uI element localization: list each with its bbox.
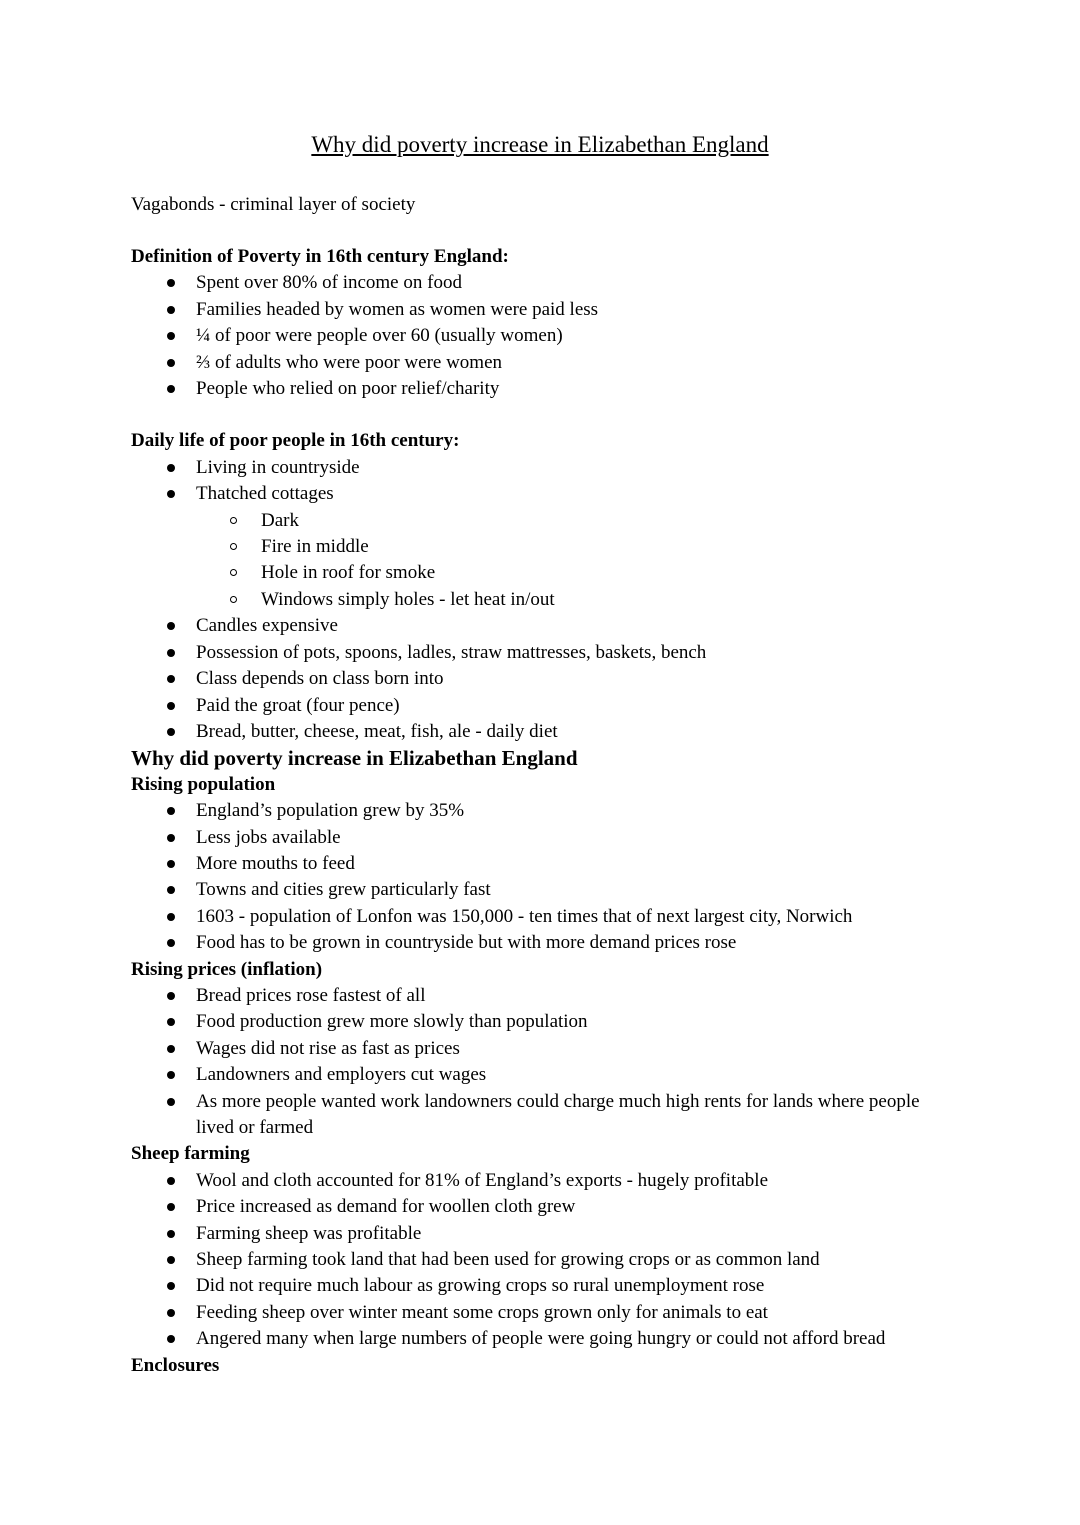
enclosures-heading: Enclosures (131, 1354, 220, 1376)
daily-life-heading: Daily life of poor people in 16th century: (131, 430, 460, 452)
bullet-icon (167, 1282, 175, 1290)
list-item: Feeding sheep over winter meant some crops grown only for animals to eat (131, 1300, 931, 1326)
hollow-bullet-icon (230, 569, 237, 576)
list-item: Less jobs available (131, 825, 931, 851)
bullet-icon (167, 1071, 175, 1079)
list-item: Bread, butter, cheese, meat, fish, ale - daily diet (131, 719, 931, 745)
sub-list-item: Hole in roof for smoke (131, 560, 931, 586)
list-item: Living in countryside (131, 455, 931, 481)
notes-body (131, 244, 931, 1379)
bullet-icon (167, 359, 175, 367)
bullet-icon (167, 939, 175, 947)
list-item: Sheep farming took land that had been used for growing crops or as common land (131, 1247, 931, 1273)
hollow-bullet-icon (230, 543, 237, 550)
daily-life-list (131, 455, 931, 508)
bullet-icon (167, 702, 175, 710)
list-item: ¼ of poor were people over 60 (usually women) (131, 323, 931, 349)
sub-list-item: Dark (131, 508, 931, 534)
list-item: Landowners and employers cut wages (131, 1062, 931, 1088)
list-item: Farming sheep was profitable (131, 1221, 931, 1247)
list-item: Class depends on class born into (131, 666, 931, 692)
definition-heading: Definition of Poverty in 16th century England: (131, 246, 509, 267)
intro-line: Vagabonds - criminal layer of society (131, 194, 416, 215)
list-item: 1603 - population of Lonfon was 150,000 - ten times that of next largest city, Norwich (131, 904, 931, 930)
list-item: England’s population grew by 35% (131, 798, 931, 824)
bullet-icon (167, 1018, 175, 1026)
bullet-icon (167, 1203, 175, 1211)
list-item: People who relied on poor relief/charity (131, 376, 931, 402)
list-item: More mouths to feed (131, 851, 931, 877)
bullet-icon (167, 860, 175, 868)
bullet-icon (167, 490, 175, 498)
hollow-bullet-icon (230, 596, 237, 603)
sub-list-item: Windows simply holes - let heat in/out (131, 587, 931, 613)
list-item: Possession of pots, spoons, ladles, straw mattresses, baskets, bench (131, 640, 931, 666)
bullet-icon (167, 1309, 175, 1317)
daily-life-list-continued (131, 613, 931, 745)
list-item: Spent over 80% of income on food (131, 270, 931, 296)
bullet-icon (167, 385, 175, 393)
bullet-icon (167, 464, 175, 472)
bullet-icon (167, 913, 175, 921)
bullet-icon (167, 1230, 175, 1238)
list-item: Thatched cottages (131, 481, 931, 507)
bullet-icon (167, 886, 175, 894)
bullet-icon (167, 622, 175, 630)
bullet-icon (167, 1256, 175, 1264)
bullet-icon (167, 649, 175, 657)
list-item: Paid the groat (four pence) (131, 693, 931, 719)
list-item: Wool and cloth accounted for 81% of England’s exports - hugely profitable (131, 1168, 931, 1194)
definition-list (131, 270, 931, 402)
list-item: Angered many when large numbers of people were going hungry or could not afford bread (131, 1326, 931, 1352)
bullet-icon (167, 332, 175, 340)
page-title: Why did poverty increase in Elizabethan England (311, 132, 769, 157)
bullet-icon (167, 807, 175, 815)
rising-prices-list (131, 983, 931, 1141)
rising-population-list (131, 798, 931, 956)
hollow-bullet-icon (230, 517, 237, 524)
rising-population-heading: Rising population (131, 773, 276, 795)
bullet-icon (167, 1177, 175, 1185)
list-item: Bread prices rose fastest of all (131, 983, 931, 1009)
list-item: As more people wanted work landowners could charge much high rents for lands where people lived or farmed (131, 1089, 931, 1142)
spacer (131, 402, 931, 428)
cottage-sublist (131, 508, 931, 614)
list-item: Price increased as demand for woollen cloth grew (131, 1194, 931, 1220)
bullet-icon (167, 992, 175, 1000)
rising-prices-heading: Rising prices (inflation) (131, 958, 323, 980)
list-item: Wages did not rise as fast as prices (131, 1036, 931, 1062)
bullet-icon (167, 279, 175, 287)
bullet-icon (167, 675, 175, 683)
bullet-icon (167, 1335, 175, 1343)
list-item: Towns and cities grew particularly fast (131, 877, 931, 903)
bullet-icon (167, 728, 175, 736)
sheep-farming-heading: Sheep farming (131, 1143, 250, 1165)
list-item: Families headed by women as women were paid less (131, 297, 931, 323)
bullet-icon (167, 834, 175, 842)
list-item: ⅔ of adults who were poor were women (131, 350, 931, 376)
list-item: Food has to be grown in countryside but with more demand prices rose (131, 930, 931, 956)
bullet-icon (167, 306, 175, 314)
list-item: Did not require much labour as growing crops so rural unemployment rose (131, 1273, 931, 1299)
list-item: Food production grew more slowly than population (131, 1009, 931, 1035)
list-item: Candles expensive (131, 613, 931, 639)
bullet-icon (167, 1098, 175, 1106)
sheep-farming-list (131, 1168, 931, 1353)
bullet-icon (167, 1045, 175, 1053)
sub-list-item: Fire in middle (131, 534, 931, 560)
section-heading: Why did poverty increase in Elizabethan England (131, 746, 578, 771)
